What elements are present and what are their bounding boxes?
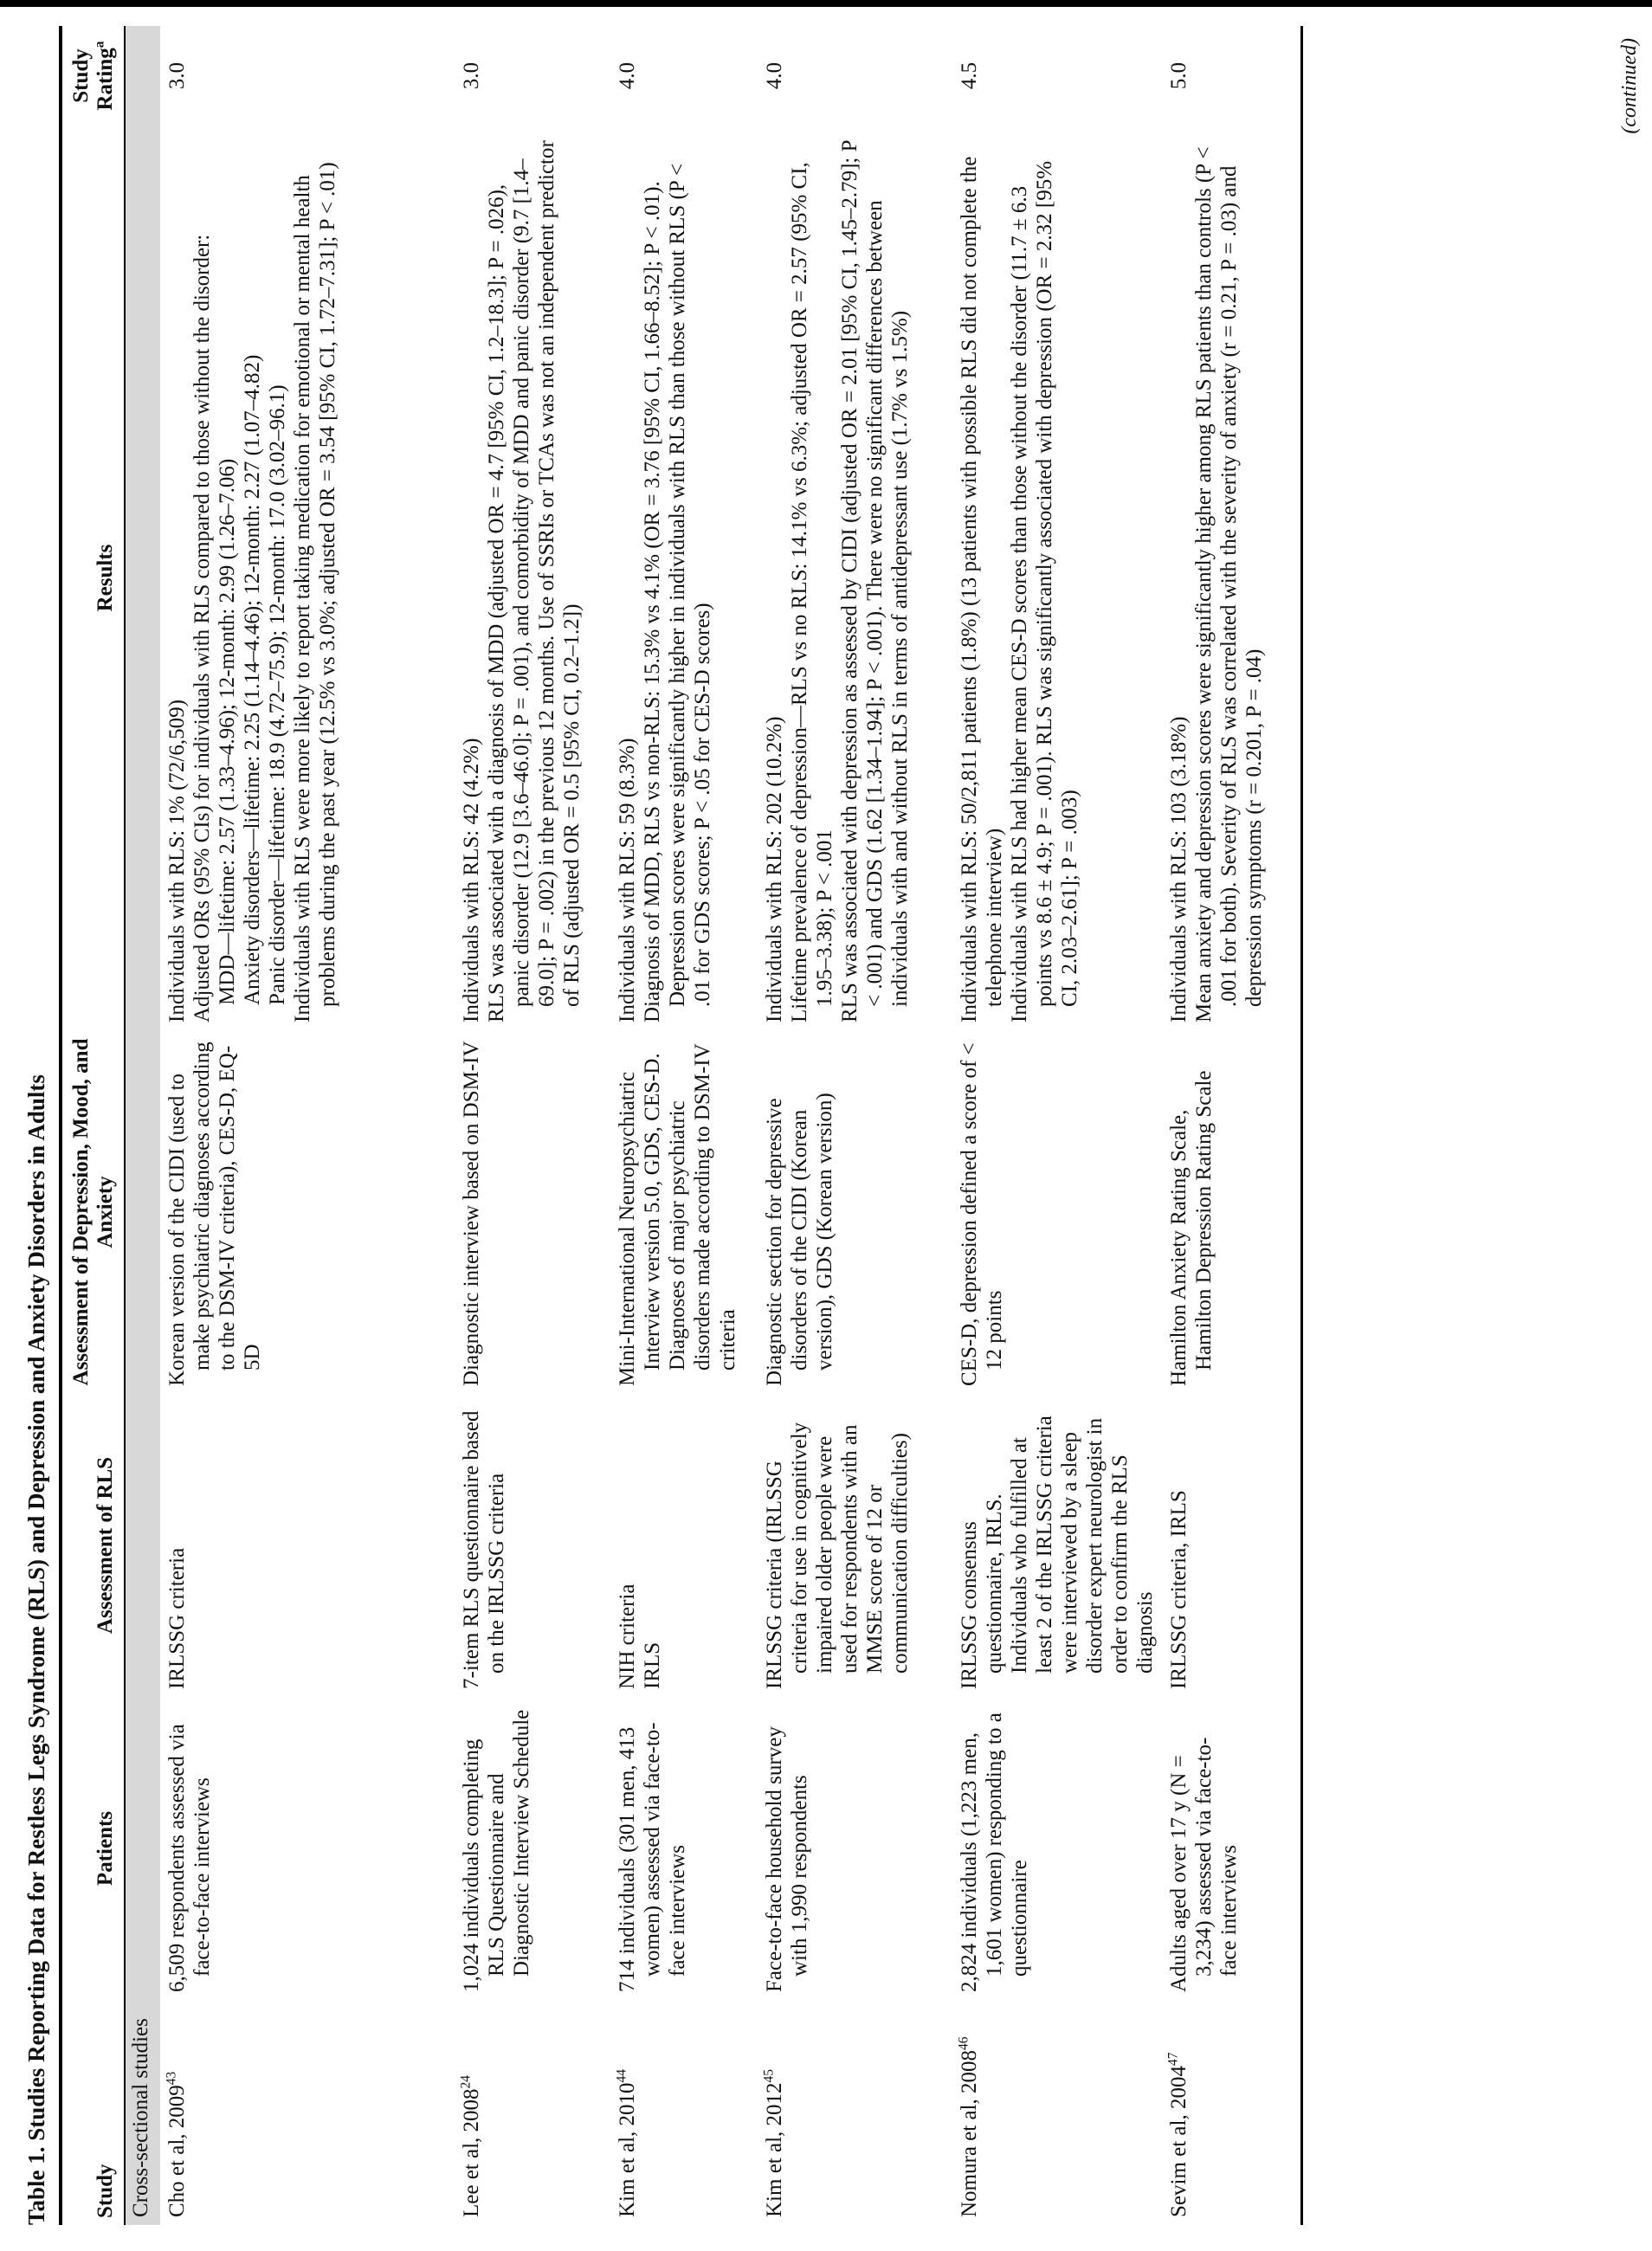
- cell-rls: [952, 1394, 1162, 1697]
- study-name: Nomura et al, 2008: [958, 2049, 981, 2217]
- study-row: [952, 26, 1162, 2225]
- section-row: [125, 26, 160, 2225]
- study-ref: 43: [164, 2071, 179, 2086]
- depression-assessment-paragraph: CES-D, depression defined a score of < 12 points: [958, 1042, 1006, 1386]
- study-name: Cho et al, 2009: [165, 2085, 189, 2217]
- study-name: Lee et al, 2008: [460, 2088, 483, 2217]
- header-row: [61, 26, 125, 2225]
- column-header-depression-assessment: Assessment of Depression, Mood, and Anxiety: [61, 1030, 125, 1394]
- studies-table: [59, 26, 1303, 2225]
- study-row: [455, 26, 610, 2225]
- cell-patients: [758, 1697, 952, 2000]
- result-paragraph: Anxiety disorders—lifetime: 2.25 (1.14–4.46); 12-month: 2.27 (1.07–4.82): [241, 354, 264, 1005]
- column-header-study: Study: [61, 2000, 125, 2225]
- study-row: [1162, 26, 1302, 2225]
- cell-rating: 4.0: [616, 61, 639, 90]
- continued-note: (continued): [1618, 38, 1641, 134]
- cell-depression: [160, 1030, 455, 1394]
- column-header-results: Results: [61, 126, 125, 1030]
- study-ref: 44: [614, 2068, 629, 2083]
- rls-assessment-paragraph: IRLSSG criteria (IRLSSG criteria for use in cognitively impaired older people were used for respondents with an MMSE score of 12 or communication difficulties): [763, 1422, 912, 1689]
- study-ref: 46: [956, 2036, 971, 2050]
- cell-study: [455, 2000, 610, 2225]
- cell-patients: [610, 1697, 758, 2000]
- cell-study: [160, 2000, 455, 2225]
- patients-paragraph: 714 individuals (301 men, 413 women) assessed via face-to-face interviews: [616, 1722, 689, 1992]
- result-paragraph: Individuals with RLS had higher mean CES-D scores than those without the disorder (11.7 ± 6.3 points vs 8.6 ± 4.9; P = .001). RLS was significantly associated with depression (OR = 2.32 [95% CI, 2.03–2.61]; P = .003): [1008, 160, 1081, 1022]
- depression-assessment-paragraph: Korean version of the CIDI (used to make psychiatric diagnoses according to the DSM-IV criteria), CES-D, EQ-5D: [165, 1042, 264, 1386]
- patients-paragraph: 6,509 respondents assessed via face-to-face interviews: [165, 1724, 214, 1992]
- result-paragraph: Diagnosis of MDD, RLS vs non-RLS: 15.3% vs 4.1% (OR = 3.76 [95% CI, 1.66–8.52]; P < .01). Depression scores were significantly higher in individuals with RLS than those without RLS (P < .01 for GDS scores; P < .05 for CES-D scores): [641, 163, 714, 1022]
- study-ref: 45: [761, 2068, 777, 2083]
- result-paragraph: Mean anxiety and depression scores were significantly higher among RLS patients than controls (P < .001 for both). Severity of RLS was correlated with the severity of anxiety (r = 0.21, P = .03) and depression symptoms (r = 0.201, P = .04): [1192, 146, 1266, 1022]
- study-ref: 24: [458, 2074, 474, 2089]
- cell-rls: [455, 1394, 610, 1697]
- result-paragraph: Adjusted ORs (95% CIs) for individuals with RLS compared to those without the disorder:: [190, 234, 214, 1022]
- cell-rls: [758, 1394, 952, 1697]
- result-paragraph: Panic disorder—lifetime: 18.9 (4.72–75.9); 12-month: 17.0 (3.02–96.1): [266, 384, 289, 1005]
- cell-rls: [610, 1394, 758, 1697]
- study-name-wrap: [1166, 2008, 1191, 2217]
- study-name-wrap: [615, 2008, 640, 2217]
- rls-assessment-paragraph: IRLSSG consensus questionnaire, IRLS. Individuals who fulfilled at least 2 of the IRLSSG criteria were interviewed by a sleep disorder expert neurologist in order to confirm the RLS diagnosis: [958, 1416, 1157, 1689]
- patients-paragraph: 2,824 individuals (1,223 men, 1,601 women) responding to a questionnaire: [958, 1712, 1031, 1992]
- depression-assessment-paragraph: Hamilton Anxiety Rating Scale, Hamilton Depression Rating Scale: [1167, 1070, 1216, 1386]
- cell-study: [952, 2000, 1162, 2225]
- cell-results: [455, 126, 610, 1030]
- study-name-wrap: [459, 2008, 484, 2217]
- result-paragraph: RLS was associated with a diagnosis of MDD (adjusted OR = 4.7 [95% CI, 1.2–18.3]; P = .026), panic disorder (12.9 [3.6–46.0]; P = .001), and comorbidity of MDD and panic disorder (9.7 [1.4–69.0]; P = .002) in the previous 12 months. Use of SSRIs or TCAs was not an independent predictor of RLS (adjusted OR = 0.5 [95% CI, 0.2–1.2]): [485, 140, 584, 1022]
- cell-rating: 5.0: [1167, 61, 1191, 90]
- result-paragraph: Individuals with RLS: 42 (4.2%): [460, 738, 483, 1022]
- cell-rls: [1162, 1394, 1302, 1697]
- patients-paragraph: 1,024 individuals completing RLS Questionnaire and Diagnostic Interview Schedule: [460, 1709, 533, 1992]
- study-name-wrap: [957, 2008, 982, 2217]
- footnote-marker-a: a: [92, 41, 107, 48]
- section-label: Cross-sectional studies: [125, 26, 160, 2225]
- study-row: [160, 26, 455, 2225]
- study-row: [758, 26, 952, 2225]
- column-header-patients: Patients: [61, 1697, 125, 2000]
- cell-depression: [952, 1030, 1162, 1394]
- cell-patients: [160, 1697, 455, 2000]
- column-header-study-rating: [61, 26, 125, 126]
- result-paragraph: Individuals with RLS were more likely to report taking medication for emotional or mental health problems during the past year (12.5% vs 3.0%; adjusted OR = 3.54 [95% CI, 1.72–7.31]; P < .01): [291, 162, 339, 1022]
- depression-assessment-paragraph: Mini-International Neuropsychiatric Interview version 5.0, GDS, CES-D. Diagnoses of major psychiatric disorders made according to DSM-IV criteria: [616, 1043, 739, 1386]
- study-row: [610, 26, 758, 2225]
- cell-results: [1162, 126, 1302, 1030]
- cell-rating: 4.0: [763, 61, 786, 90]
- table-header: [61, 26, 125, 2225]
- result-paragraph: RLS was associated with depression as assessed by CIDI (adjusted OR = 2.01 [95% CI, 1.45–2.79]; P < .001) and GDS (1.62 [1.34–1.94]; P < .001). There were no significant differences between individuals with and without RLS in terms of antidepressant use (1.7% vs 1.5%): [838, 140, 912, 1022]
- result-paragraph: MDD—lifetime: 2.57 (1.33–4.96); 12-month: 2.99 (1.26–7.06): [216, 458, 239, 1005]
- cell-results: [758, 126, 952, 1030]
- cell-rating: 4.5: [958, 61, 981, 90]
- study-name: Kim et al, 2010: [616, 2082, 639, 2217]
- depression-assessment-paragraph: Diagnostic section for depressive disorders of the CIDI (Korean version), GDS (Korean version): [763, 1093, 836, 1386]
- cell-study: [758, 2000, 952, 2225]
- study-name: Sevim et al, 2004: [1167, 2066, 1191, 2217]
- study-rating-label: Study Rating: [69, 48, 117, 111]
- cell-patients: [455, 1697, 610, 2000]
- result-paragraph: Lifetime prevalence of depression—RLS vs no RLS: 14.1% vs 6.3%; adjusted OR = 2.57 (95% CI, 1.95–3.38); P < .001: [788, 162, 836, 1022]
- cell-results: [160, 126, 455, 1030]
- cell-study: [610, 2000, 758, 2225]
- depression-assessment-paragraph: Diagnostic interview based on DSM-IV: [460, 1041, 483, 1386]
- table-body: [125, 26, 1302, 2225]
- table-title: Table 1. Studies Reporting Data for Restless Legs Syndrome (RLS) and Depression and Anxiety Disorders in Adults: [23, 1074, 49, 2225]
- cell-study: [1162, 2000, 1302, 2225]
- patients-paragraph: Adults aged over 17 y (N = 3,234) assessed via face-to-face interviews: [1167, 1737, 1241, 1992]
- study-name-wrap: [762, 2008, 787, 2217]
- study-name-wrap: [165, 2008, 190, 2217]
- cell-depression: [1162, 1030, 1302, 1394]
- result-paragraph: Individuals with RLS: 202 (10.2%): [763, 716, 786, 1022]
- cell-results: [610, 126, 758, 1030]
- rls-assessment-paragraph: IRLS: [641, 1641, 664, 1689]
- rls-assessment-paragraph: 7-item RLS questionnaire based on the IRLSSG criteria: [460, 1410, 508, 1689]
- study-name: Kim et al, 2012: [763, 2082, 786, 2217]
- rls-assessment-paragraph: IRLSSG criteria: [165, 1547, 189, 1689]
- cell-depression: [610, 1030, 758, 1394]
- cell-depression: [455, 1030, 610, 1394]
- study-ref: 47: [1165, 2052, 1181, 2067]
- result-paragraph: Individuals with RLS: 103 (3.18%): [1167, 716, 1191, 1022]
- column-header-rls-assessment: Assessment of RLS: [61, 1394, 125, 1697]
- cell-depression: [758, 1030, 952, 1394]
- cell-patients: [952, 1697, 1162, 2000]
- cell-results: [952, 126, 1162, 1030]
- cell-patients: [1162, 1697, 1302, 2000]
- result-paragraph: Individuals with RLS: 50/2,811 patients (1.8%) (13 patients with possible RLS did not complete the telephone interview): [958, 156, 1006, 1022]
- result-paragraph: Individuals with RLS: 1% (72/6,509): [165, 700, 189, 1022]
- rls-assessment-paragraph: IRLSSG criteria, IRLS: [1167, 1490, 1191, 1689]
- patients-paragraph: Face-to-face household survey with 1,990 respondents: [763, 1726, 811, 1992]
- cell-rls: [160, 1394, 455, 1697]
- cell-rating: 3.0: [460, 61, 483, 90]
- cell-rating: 3.0: [165, 61, 189, 90]
- rls-assessment-paragraph: NIH criteria: [616, 1583, 639, 1689]
- result-paragraph: Individuals with RLS: 59 (8.3%): [616, 738, 639, 1022]
